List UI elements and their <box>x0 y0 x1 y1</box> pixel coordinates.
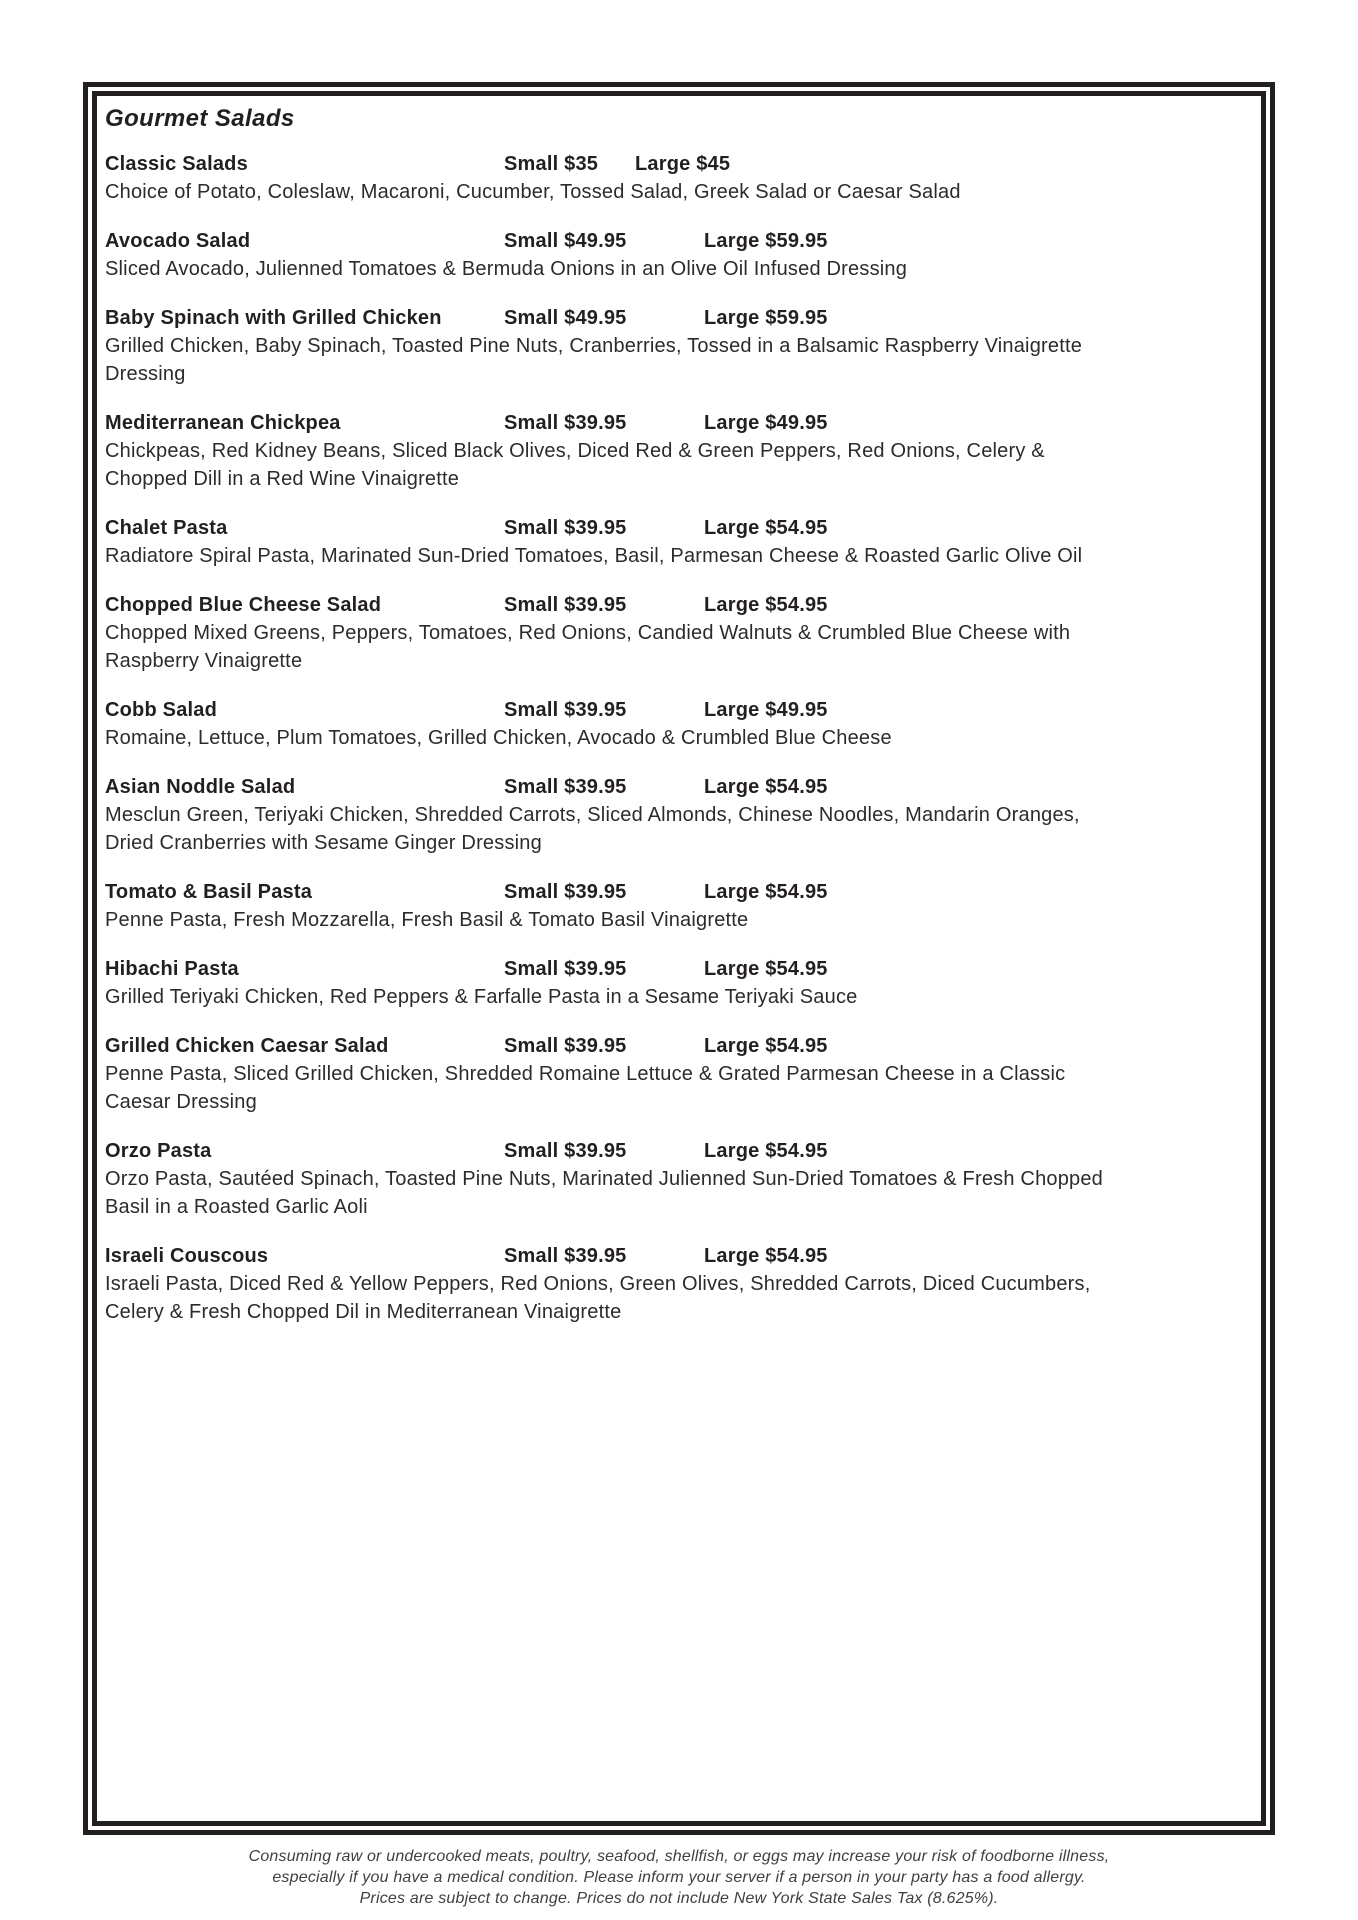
menu-item <box>105 591 1243 675</box>
menu-item <box>105 227 1243 283</box>
section-title: Gourmet Salads <box>105 105 295 132</box>
menu-item-name: Orzo Pasta <box>105 1140 212 1162</box>
footer-disclaimer-line1: Consuming raw or undercooked meats, poultry, seafood, shellfish, or eggs may increase your risk of foodborne illness, <box>248 1848 1110 1865</box>
menu-item-name: Avocado Salad <box>105 230 251 252</box>
menu-item-description: Orzo Pasta, Sautéed Spinach, Toasted Pine Nuts, Marinated Julienned Sun-Dried Tomatoes & Fresh Chopped Basil in a Roasted Garlic Aoli <box>105 1168 1104 1218</box>
menu-item-price-large: Large $54.95 <box>704 594 828 616</box>
menu-item-price-small: Small $35 <box>504 153 599 175</box>
menu-item-price-small: Small $39.95 <box>504 1245 627 1267</box>
menu-border-frame <box>83 82 1275 1835</box>
menu-item-description: Chopped Mixed Greens, Peppers, Tomatoes, Red Onions, Candied Walnuts & Crumbled Blue Cheese with Raspberry Vinaigrette <box>105 622 1071 672</box>
menu-item-description: Choice of Potato, Coleslaw, Macaroni, Cucumber, Tossed Salad, Greek Salad or Caesar Salad <box>105 181 961 203</box>
menu-item-header <box>105 591 1243 619</box>
footer-disclaimer-line3: Prices are subject to change. Prices do not include New York State Sales Tax (8.625%). <box>359 1890 999 1907</box>
menu-item-header <box>105 1137 1243 1165</box>
menu-item-price-small: Small $39.95 <box>504 1140 627 1162</box>
menu-item-header <box>105 514 1243 542</box>
menu-item <box>105 773 1243 857</box>
menu-item-description: Israeli Pasta, Diced Red & Yellow Peppers, Red Onions, Green Olives, Shredded Carrots, Diced Cucumbers, Celery & Fresh Chopped Dil in Mediterranean Vinaigrette <box>105 1273 1091 1323</box>
menu-item-name: Baby Spinach with Grilled Chicken <box>105 307 442 329</box>
menu-item-name: Classic Salads <box>105 153 248 175</box>
menu-item <box>105 514 1243 570</box>
menu-item-price-large: Large $54.95 <box>704 776 828 798</box>
menu-item <box>105 1032 1243 1116</box>
menu-item-header <box>105 1242 1243 1270</box>
menu-item-price-large: Large $54.95 <box>704 881 828 903</box>
menu-items <box>105 150 1243 1326</box>
menu-item-header <box>105 304 1243 332</box>
menu-item <box>105 955 1243 1011</box>
menu-item-description: Grilled Teriyaki Chicken, Red Peppers & Farfalle Pasta in a Sesame Teriyaki Sauce <box>105 986 858 1008</box>
menu-item-description: Penne Pasta, Sliced Grilled Chicken, Shredded Romaine Lettuce & Grated Parmesan Cheese in a Classic Caesar Dressing <box>105 1063 1066 1113</box>
menu-item-price-large: Large $54.95 <box>704 958 828 980</box>
menu-item-description: Grilled Chicken, Baby Spinach, Toasted Pine Nuts, Cranberries, Tossed in a Balsamic Raspberry Vinaigrette Dressing <box>105 335 1083 385</box>
menu-item-price-large: Large $54.95 <box>704 1245 828 1267</box>
menu-item-header <box>105 1032 1243 1060</box>
menu-item-price-large: Large $45 <box>635 153 731 175</box>
menu-item-description: Sliced Avocado, Julienned Tomatoes & Bermuda Onions in an Olive Oil Infused Dressing <box>105 258 908 280</box>
menu-item-name: Mediterranean Chickpea <box>105 412 341 434</box>
menu-item-price-small: Small $39.95 <box>504 699 627 721</box>
menu-item-name: Israeli Couscous <box>105 1245 269 1267</box>
menu-item <box>105 304 1243 388</box>
menu-item-description: Penne Pasta, Fresh Mozzarella, Fresh Basil & Tomato Basil Vinaigrette <box>105 909 749 931</box>
menu-page <box>92 91 1266 1826</box>
menu-item-price-small: Small $49.95 <box>504 307 627 329</box>
menu-item-name: Grilled Chicken Caesar Salad <box>105 1035 389 1057</box>
menu-item-price-small: Small $39.95 <box>504 958 627 980</box>
menu-item-price-small: Small $39.95 <box>504 517 627 539</box>
menu-item-header <box>105 227 1243 255</box>
menu-item-description: Romaine, Lettuce, Plum Tomatoes, Grilled Chicken, Avocado & Crumbled Blue Cheese <box>105 727 892 749</box>
footer-disclaimer-line2: especially if you have a medical condition. Please inform your server if a person in your party has a food allergy. <box>272 1869 1086 1886</box>
menu-item <box>105 696 1243 752</box>
menu-item <box>105 1137 1243 1221</box>
footer-disclaimer <box>0 1846 1358 1909</box>
menu-item-description: Radiatore Spiral Pasta, Marinated Sun-Dried Tomatoes, Basil, Parmesan Cheese & Roasted Garlic Olive Oil <box>105 545 1083 567</box>
menu-item-name: Chalet Pasta <box>105 517 228 539</box>
menu-item-price-large: Large $49.95 <box>704 412 828 434</box>
menu-item <box>105 878 1243 934</box>
menu-item-price-small: Small $49.95 <box>504 230 627 252</box>
menu-item-price-small: Small $39.95 <box>504 776 627 798</box>
menu-item-price-large: Large $59.95 <box>704 307 828 329</box>
menu-item-price-large: Large $54.95 <box>704 1140 828 1162</box>
menu-item-description: Chickpeas, Red Kidney Beans, Sliced Black Olives, Diced Red & Green Peppers, Red Onions, Celery & Chopped Dill in a Red Wine Vinaigrette <box>105 440 1045 490</box>
menu-item <box>105 409 1243 493</box>
menu-item <box>105 150 1243 206</box>
menu-item-header <box>105 409 1243 437</box>
menu-item-header <box>105 150 1243 178</box>
menu-item-name: Cobb Salad <box>105 699 218 721</box>
menu-item-name: Hibachi Pasta <box>105 958 239 980</box>
menu-item-description: Mesclun Green, Teriyaki Chicken, Shredded Carrots, Sliced Almonds, Chinese Noodles, Mandarin Oranges, Dried Cranberries with Sesame Ginger Dressing <box>105 804 1080 854</box>
menu-item-price-small: Small $39.95 <box>504 1035 627 1057</box>
menu-item <box>105 1242 1243 1326</box>
menu-item-price-large: Large $49.95 <box>704 699 828 721</box>
menu-item-header <box>105 955 1243 983</box>
menu-item-name: Tomato & Basil Pasta <box>105 881 313 903</box>
menu-item-header <box>105 878 1243 906</box>
menu-item-price-large: Large $54.95 <box>704 1035 828 1057</box>
menu-item-name: Chopped Blue Cheese Salad <box>105 594 382 616</box>
menu-item-price-small: Small $39.95 <box>504 412 627 434</box>
menu-item-header <box>105 696 1243 724</box>
menu-item-price-large: Large $59.95 <box>704 230 828 252</box>
menu-item-price-small: Small $39.95 <box>504 881 627 903</box>
menu-item-price-small: Small $39.95 <box>504 594 627 616</box>
menu-item-header <box>105 773 1243 801</box>
menu-item-name: Asian Noddle Salad <box>105 776 296 798</box>
menu-item-price-large: Large $54.95 <box>704 517 828 539</box>
